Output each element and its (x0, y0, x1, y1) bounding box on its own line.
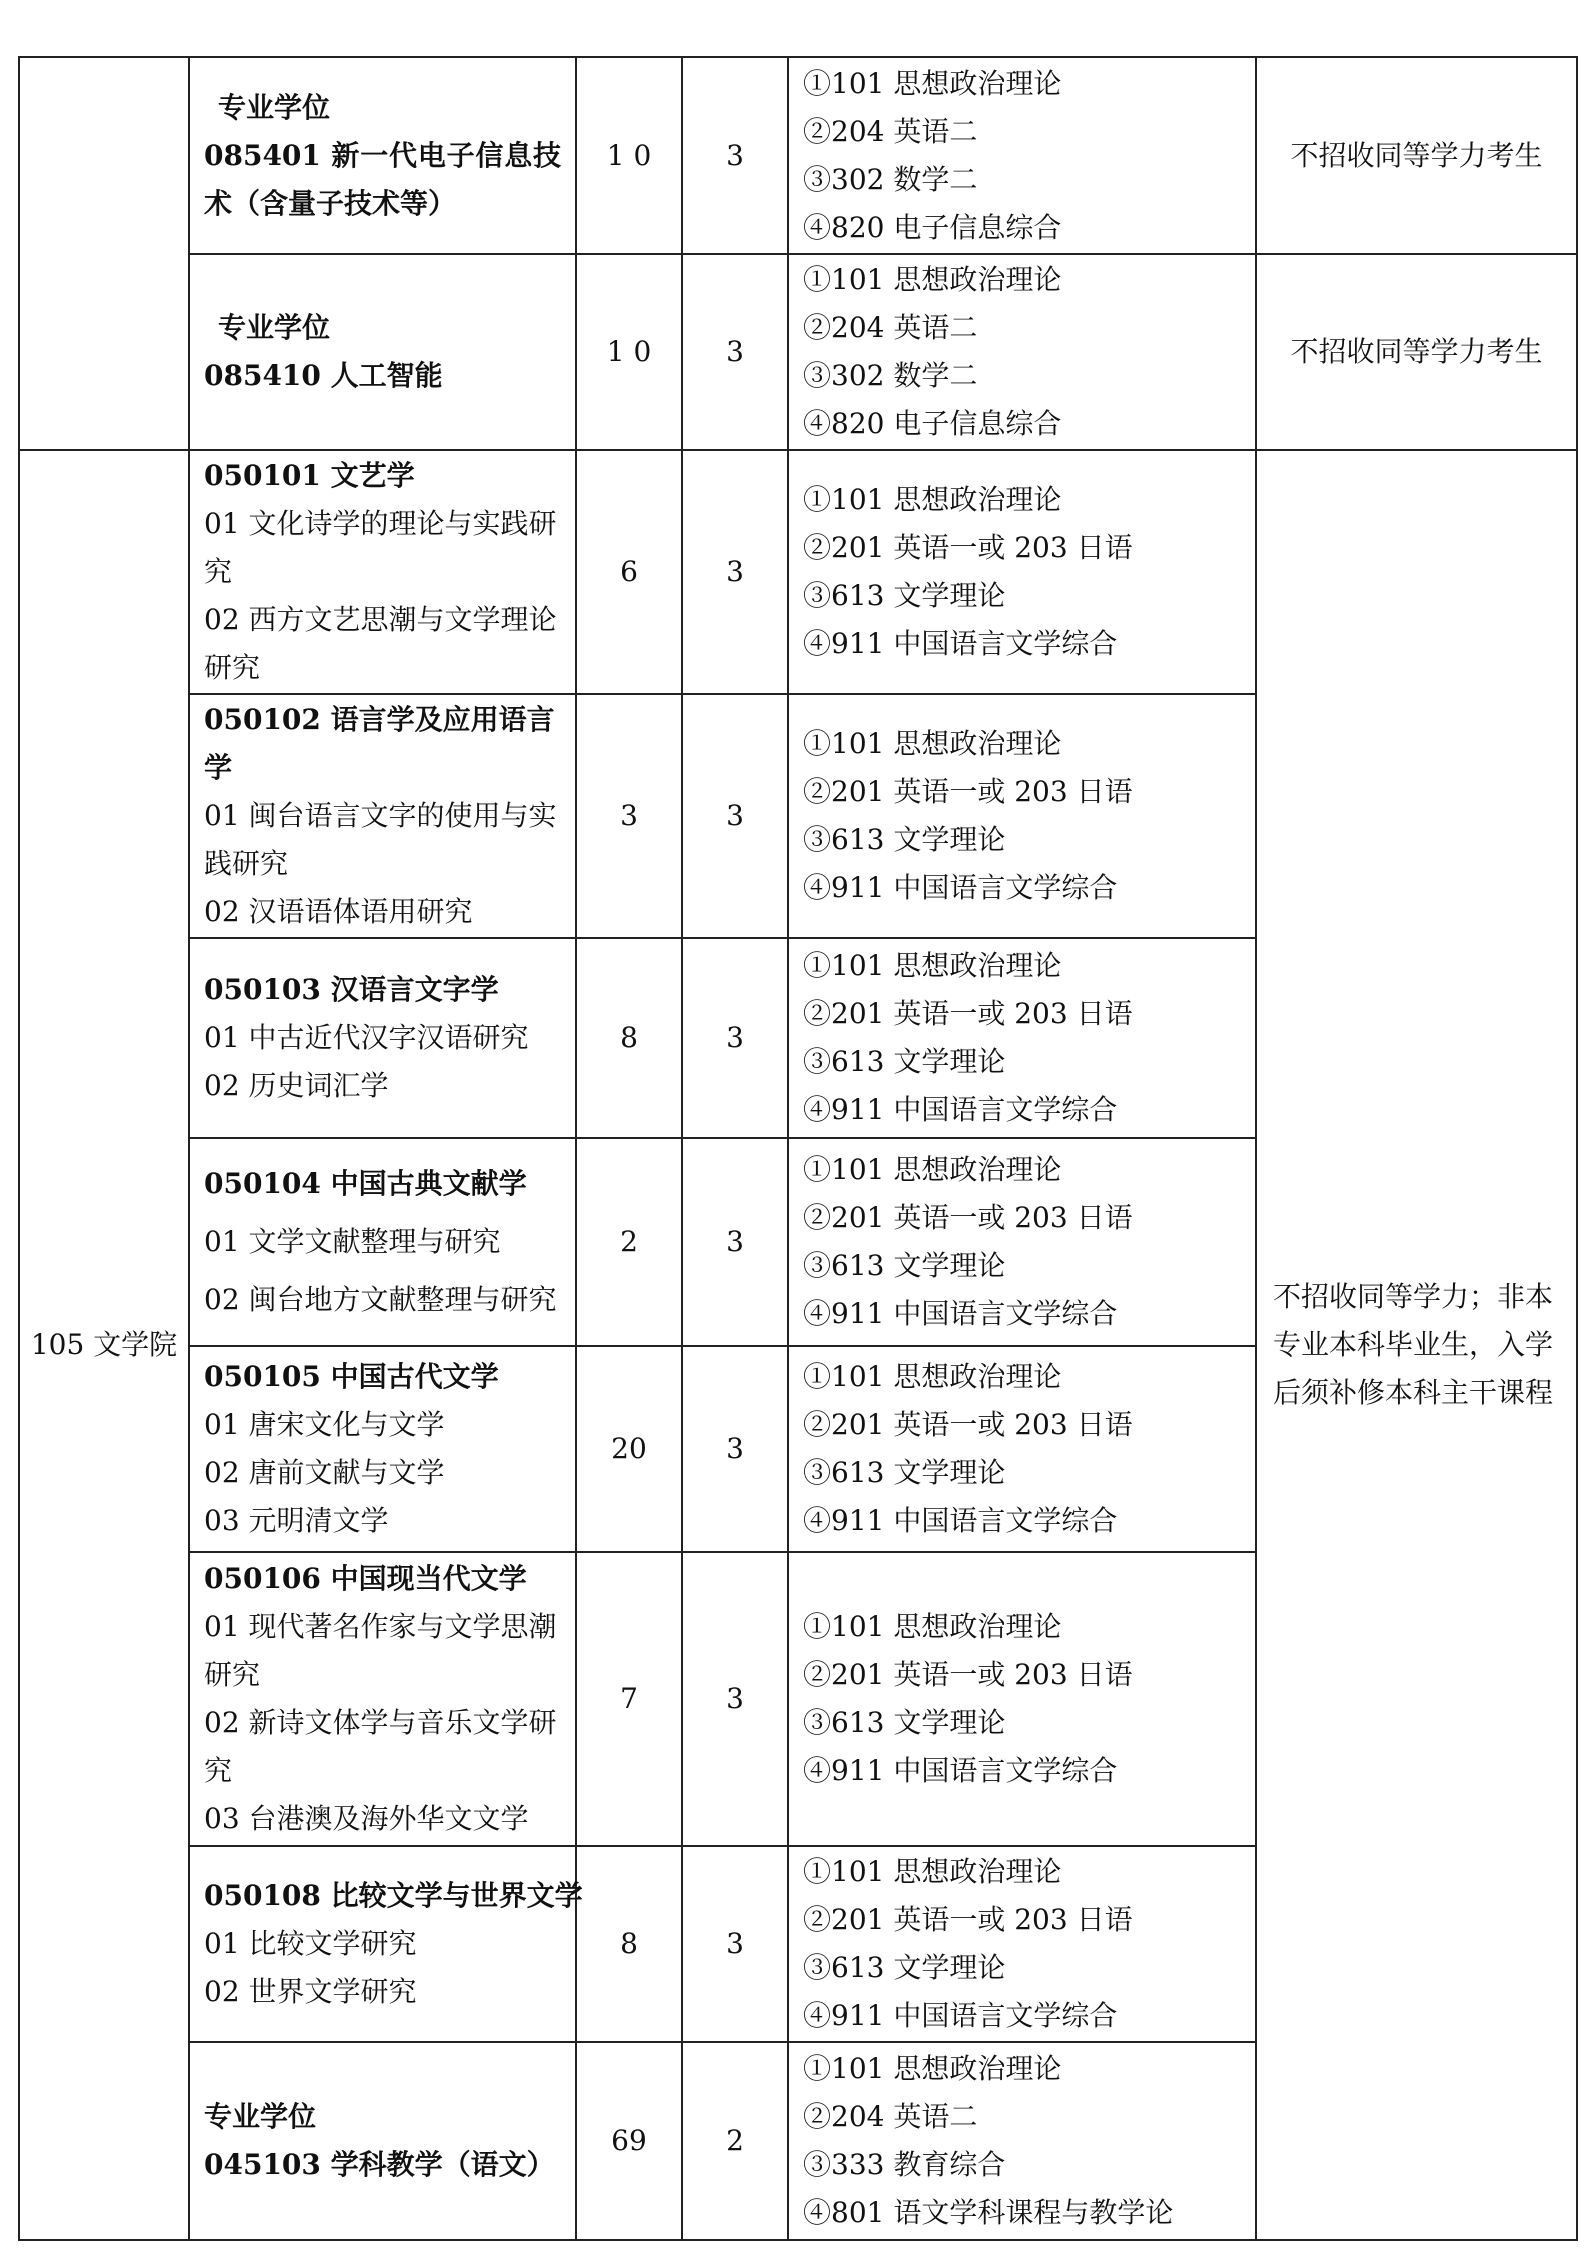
enrollment-count: 20 (576, 1346, 682, 1552)
enrollment-count: 2 (576, 1138, 682, 1346)
study-duration: 3 (682, 694, 788, 938)
research-direction: 02 西方文艺思潮与文学理论研究 (204, 603, 557, 684)
exam-item: ④801 语文学科课程与教学论 (803, 2196, 1174, 2229)
research-direction: 02 唐前文献与文学 (204, 1456, 445, 1489)
study-duration: 3 (682, 938, 788, 1138)
exam-item: ②201 英语一或 203 日语 (803, 1903, 1133, 1936)
exam-item: ④820 电子信息综合 (803, 210, 1062, 244)
exam-subjects (788, 57, 1256, 254)
exam-item: ④911 中国语言文学综合 (803, 1999, 1118, 2032)
exam-item: ③613 文学理论 (803, 1045, 1006, 1078)
research-direction: 02 闽台地方文献整理与研究 (204, 1283, 557, 1316)
exam-item: ①101 思想政治理论 (803, 66, 1062, 100)
exam-item: ②201 英语一或 203 日语 (803, 1408, 1133, 1441)
college-cell-empty (19, 57, 189, 450)
exam-subjects (788, 1552, 1256, 1846)
remarks: 不招收同等学力考生 (1256, 57, 1577, 254)
major-title: 050104 中国古典文献学 (204, 1167, 527, 1200)
exam-item: ③613 文学理论 (803, 1249, 1006, 1282)
remarks: 不招收同等学力考生 (1256, 254, 1577, 450)
exam-item: ①101 思想政治理论 (803, 1855, 1062, 1888)
admissions-table (18, 56, 1578, 2241)
exam-item: ②204 英语二 (803, 311, 978, 344)
exam-item: ②201 英语一或 203 日语 (803, 531, 1133, 564)
exam-item: ①101 思想政治理论 (803, 1153, 1062, 1186)
table-row (19, 450, 1577, 694)
exam-item: ③302 数学二 (803, 162, 978, 196)
research-direction: 03 元明清文学 (204, 1504, 389, 1537)
major-cell (189, 938, 576, 1138)
research-direction: 01 现代著名作家与文学思潮研究 (204, 1610, 557, 1691)
enrollment-count: 3 (576, 694, 682, 938)
enrollment-count: 8 (576, 938, 682, 1138)
major-cell (189, 2042, 576, 2240)
study-duration: 3 (682, 450, 788, 694)
exam-item: ①101 思想政治理论 (803, 2052, 1062, 2085)
exam-item: ③302 数学二 (803, 359, 978, 392)
exam-item: ④911 中国语言文学综合 (803, 1504, 1118, 1537)
major-title: 045103 学科教学（语文） (204, 2148, 555, 2181)
research-direction: 01 比较文学研究 (204, 1927, 417, 1960)
exam-item: ③613 文学理论 (803, 1951, 1006, 1984)
major-cell (189, 1346, 576, 1552)
study-duration: 2 (682, 2042, 788, 2240)
exam-item: ①101 思想政治理论 (803, 263, 1062, 296)
exam-item: ③613 文学理论 (803, 1706, 1006, 1739)
enrollment-count: 69 (576, 2042, 682, 2240)
exam-subjects (788, 1346, 1256, 1552)
major-cell (189, 254, 576, 450)
exam-subjects (788, 450, 1256, 694)
study-duration: 3 (682, 1346, 788, 1552)
exam-subjects (788, 694, 1256, 938)
exam-item: ④911 中国语言文学综合 (803, 871, 1118, 904)
exam-subjects (788, 1138, 1256, 1346)
remarks (1256, 450, 1577, 2240)
major-title: 050101 文艺学 (204, 459, 415, 492)
exam-item: ②201 英语一或 203 日语 (803, 775, 1133, 808)
exam-item: ③333 教育综合 (803, 2148, 1006, 2181)
exam-item: ①101 思想政治理论 (803, 483, 1062, 516)
exam-item: ②204 英语二 (803, 2100, 978, 2133)
remarks-text: 不招收同等学力；非本专业本科毕业生，入学后须补修本科主干课程 (1273, 1280, 1554, 1409)
major-title: 050108 比较文学与世界文学 (204, 1879, 583, 1912)
research-direction: 02 世界文学研究 (204, 1975, 417, 2008)
exam-item: ①101 思想政治理论 (803, 727, 1062, 760)
research-direction: 02 汉语语体语用研究 (204, 895, 473, 928)
research-direction: 01 闽台语言文字的使用与实践研究 (204, 799, 557, 880)
major-cell (189, 57, 576, 254)
table-row (19, 57, 1577, 254)
study-duration: 3 (682, 1846, 788, 2042)
major-title: 050103 汉语言文字学 (204, 973, 499, 1006)
exam-item: ③613 文学理论 (803, 1456, 1006, 1489)
enrollment-count: 7 (576, 1552, 682, 1846)
major-cell (189, 450, 576, 694)
study-duration: 3 (682, 1552, 788, 1846)
major-cell (189, 1846, 583, 2042)
exam-item: ③613 文学理论 (803, 823, 1006, 856)
major-cell (189, 694, 576, 938)
major-degree-type: 专业学位 (218, 311, 331, 344)
exam-item: ①101 思想政治理论 (803, 1610, 1062, 1643)
major-title: 050105 中国古代文学 (204, 1360, 499, 1393)
enrollment-count: 1 0 (576, 57, 682, 254)
research-direction: 01 唐宋文化与文学 (204, 1408, 445, 1441)
exam-item: ①101 思想政治理论 (803, 1360, 1062, 1393)
major-title-cont: 术（含量子技术等） (204, 186, 457, 220)
enrollment-count: 1 0 (576, 254, 682, 450)
exam-item: ①101 思想政治理论 (803, 949, 1062, 982)
major-degree-type: 专业学位 (218, 90, 331, 124)
enrollment-count: 8 (576, 1846, 682, 2042)
major-degree-type: 专业学位 (204, 2100, 317, 2133)
exam-item: ④911 中国语言文学综合 (803, 627, 1118, 660)
exam-item: ②204 英语二 (803, 114, 978, 148)
research-direction: 01 文化诗学的理论与实践研究 (204, 507, 557, 588)
research-direction: 03 台港澳及海外华文文学 (204, 1802, 529, 1835)
major-cell (189, 1138, 576, 1346)
research-direction: 02 新诗文体学与音乐文学研究 (204, 1706, 557, 1787)
exam-item: ②201 英语一或 203 日语 (803, 1658, 1133, 1691)
exam-subjects (788, 938, 1256, 1138)
college-name: 105 文学院 (19, 450, 189, 2240)
exam-item: ④911 中国语言文学综合 (803, 1093, 1118, 1126)
research-direction: 02 历史词汇学 (204, 1069, 389, 1102)
exam-item: ②201 英语一或 203 日语 (803, 997, 1133, 1030)
major-title: 050106 中国现当代文学 (204, 1562, 527, 1595)
research-direction: 01 文学文献整理与研究 (204, 1225, 501, 1258)
exam-subjects (788, 2042, 1256, 2240)
exam-item: ③613 文学理论 (803, 579, 1006, 612)
research-direction: 01 中古近代汉字汉语研究 (204, 1021, 529, 1054)
study-duration: 3 (682, 1138, 788, 1346)
exam-subjects (788, 254, 1256, 450)
table-row (19, 254, 1577, 450)
study-duration: 3 (682, 254, 788, 450)
exam-item: ②201 英语一或 203 日语 (803, 1201, 1133, 1234)
exam-item: ④911 中国语言文学综合 (803, 1754, 1118, 1787)
enrollment-count: 6 (576, 450, 682, 694)
exam-item: ④820 电子信息综合 (803, 407, 1062, 440)
major-title: 050102 语言学及应用语言学 (204, 703, 555, 784)
major-cell (189, 1552, 576, 1846)
exam-item: ④911 中国语言文学综合 (803, 1297, 1118, 1330)
major-title: 085410 人工智能 (204, 359, 443, 392)
exam-subjects (788, 1846, 1256, 2042)
study-duration: 3 (682, 57, 788, 254)
major-title: 085401 新一代电子信息技 (204, 138, 561, 172)
